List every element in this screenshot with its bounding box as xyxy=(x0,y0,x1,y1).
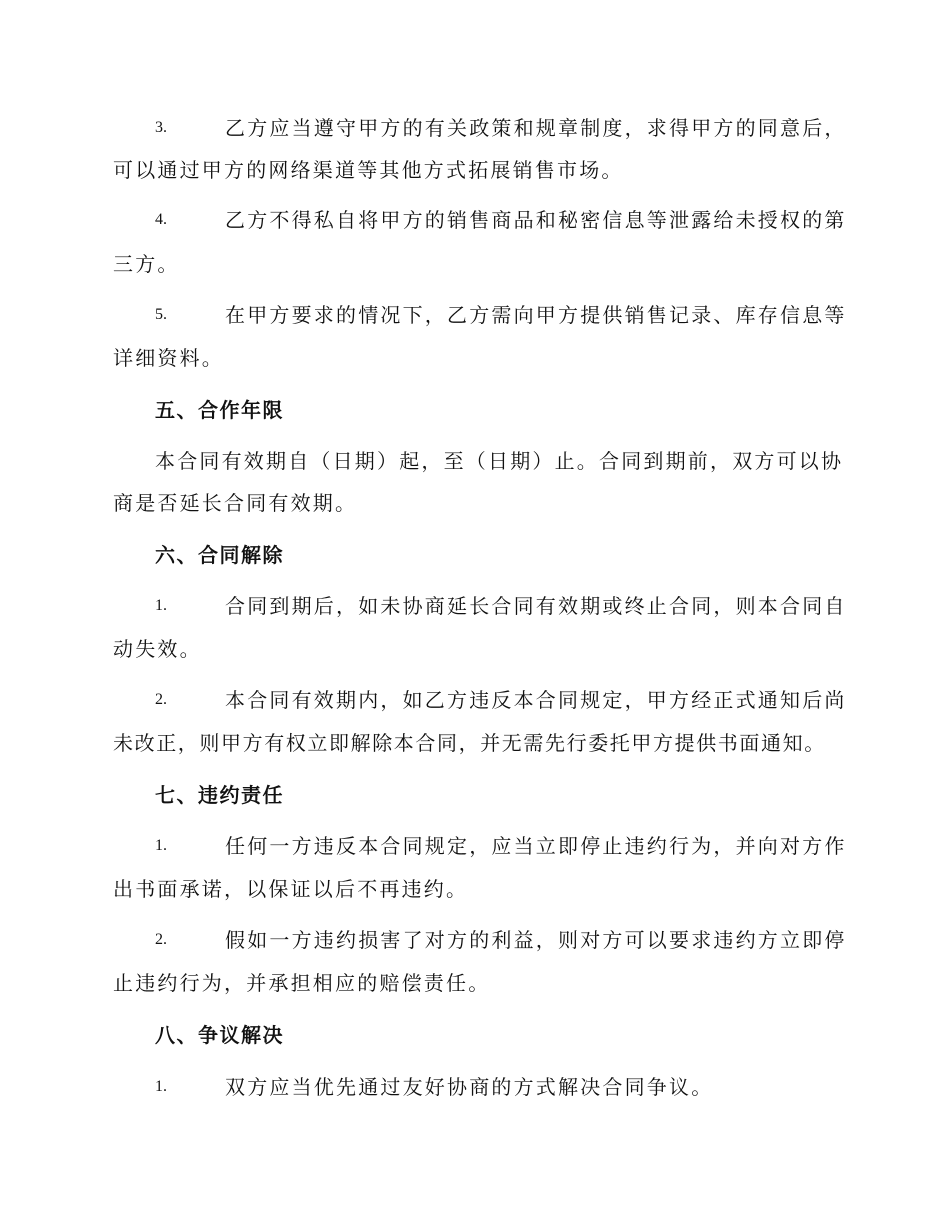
list-item-text-continued: 动失效。 xyxy=(113,637,202,661)
list-item-text: 任何一方违反本合同规定，应当立即停止违约行为，并向对方作 xyxy=(225,834,847,858)
section-heading: 六、合同解除 xyxy=(155,543,284,567)
list-item-text: 乙方不得私自将甲方的销售商品和秘密信息等泄露给未授权的第 xyxy=(225,208,847,232)
list-item-text-continued: 未改正，则甲方有权立即解除本合同，并无需先行委托甲方提供书面通知。 xyxy=(113,731,826,755)
section-heading: 五、合作年限 xyxy=(155,398,284,422)
list-item-number: 3. xyxy=(155,119,167,136)
list-item-number: 2. xyxy=(155,931,167,948)
list-item-text: 本合同有效期内，如乙方违反本合同规定，甲方经正式通知后尚 xyxy=(225,688,847,712)
list-item-text: 在甲方要求的情况下，乙方需向甲方提供销售记录、库存信息等 xyxy=(225,303,847,327)
paragraph-text-continued: 商是否延长合同有效期。 xyxy=(113,491,358,515)
list-item-number: 5. xyxy=(155,306,167,323)
list-item-text-continued: 详细资料。 xyxy=(113,346,224,370)
list-item-text: 合同到期后，如未协商延长合同有效期或终止合同，则本合同自 xyxy=(225,594,847,618)
list-item-number: 1. xyxy=(155,597,167,614)
list-item-number: 1. xyxy=(155,1078,167,1095)
list-item-text: 乙方应当遵守甲方的有关政策和规章制度，求得甲方的同意后， xyxy=(225,116,847,140)
list-item-text-continued: 可以通过甲方的网络渠道等其他方式拓展销售市场。 xyxy=(113,158,624,182)
section-heading: 八、争议解决 xyxy=(155,1023,284,1047)
list-item-text-continued: 出书面承诺，以保证以后不再违约。 xyxy=(113,877,469,901)
list-item-number: 2. xyxy=(155,691,167,708)
list-item-text-continued: 三方。 xyxy=(113,252,180,276)
list-item-text: 双方应当优先通过友好协商的方式解决合同争议。 xyxy=(225,1075,714,1099)
list-item-number: 4. xyxy=(155,211,167,228)
paragraph-text: 本合同有效期自（日期）起，至（日期）止。合同到期前，双方可以协 xyxy=(155,449,844,473)
list-item-number: 1. xyxy=(155,837,167,854)
list-item-text-continued: 止违约行为，并承担相应的赔偿责任。 xyxy=(113,971,491,995)
list-item-text: 假如一方违约损害了对方的利益，则对方可以要求违约方立即停 xyxy=(225,928,847,952)
section-heading: 七、违约责任 xyxy=(155,783,284,807)
